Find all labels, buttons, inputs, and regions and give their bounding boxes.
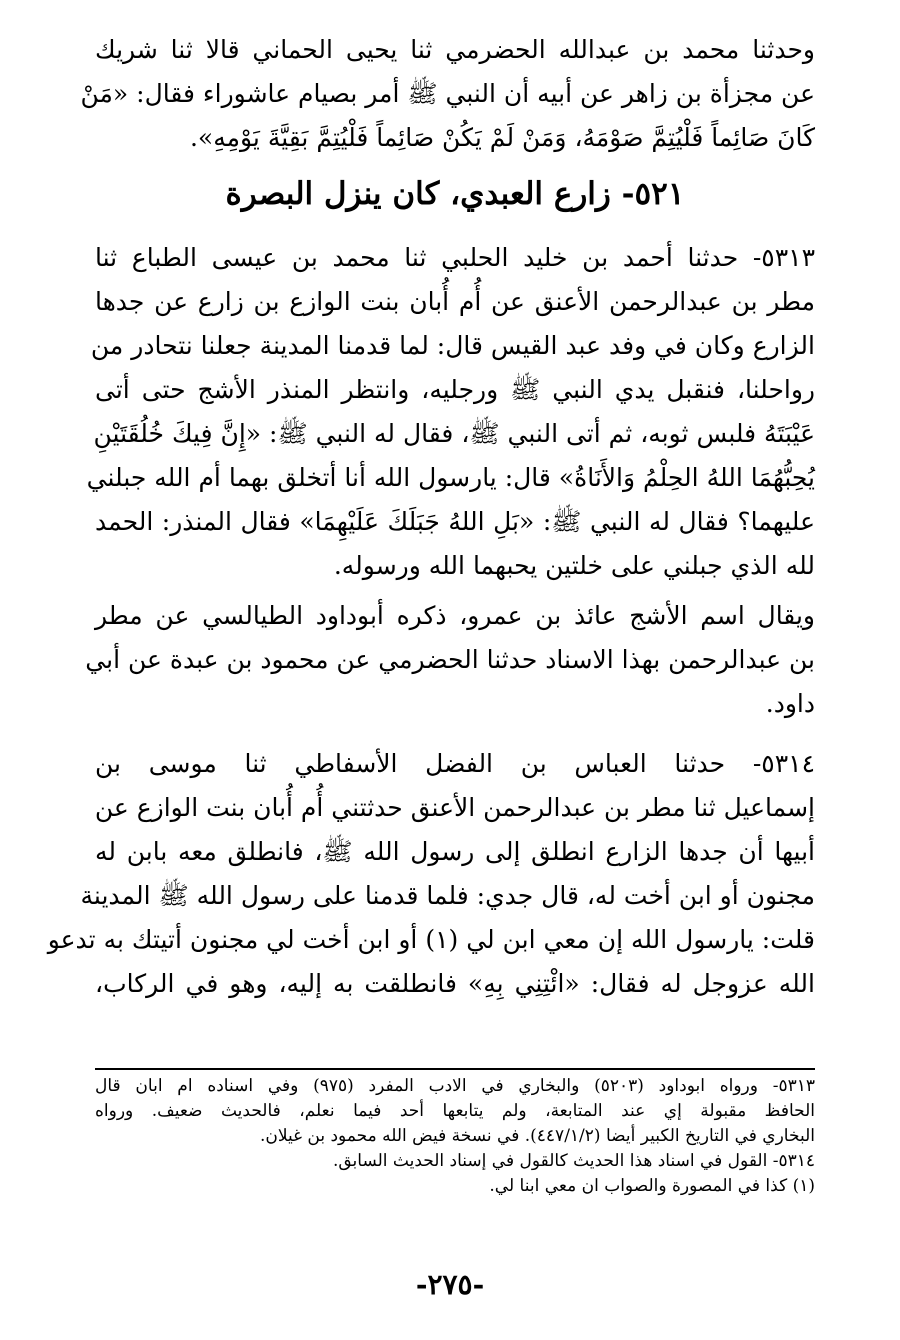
- footnote-line: الحافظ مقبولة إي عند المتابعة، ولم يتابعها أحد فيما نعلم، فالحديث ضعيف. ورواه: [95, 1101, 815, 1121]
- text-line: عن مجزأة بن زاهر عن أبيه أن النبي ﷺ أمر بصيام عاشوراء فقال: «مَنْ: [80, 79, 815, 108]
- text-line: قلت: يارسول الله إن معي ابن لي (١) أو ابن أخت لي مجنون أتيتك به تدعو: [47, 925, 815, 954]
- text-line: عَيْبَتَهُ فلبس ثوبه، ثم أتى النبي ﷺ، فقال له النبي ﷺ: «إِنَّ فِيكَ خُلُقَتَيْنِ: [93, 419, 815, 448]
- text-line: لله الذي جبلني على خلتين يحبهما الله ورسوله.: [333, 551, 815, 580]
- text-line: الله عزوجل له فقال: «ائْتِنِي بِهِ» فانطلقت به إليه، وهو في الركاب،: [95, 969, 815, 998]
- text-line: مجنون أو ابن أخت له، قال جدي: فلما قدمنا على رسول الله ﷺ المدينة: [80, 881, 815, 910]
- text-line: الزارع وكان في وفد عبد القيس قال: لما قدمنا المدينة جعلنا نتحادر من: [90, 331, 815, 360]
- text-line: أبيها أن جدها الزارع انطلق إلى رسول الله ﷺ، فانطلق معه بابن له: [95, 837, 815, 866]
- footnote-divider: [95, 1068, 815, 1070]
- footnote-line: ٥٣١٣- ورواه ابوداود (٥٢٠٣) والبخاري في الادب المفرد (٩٧٥) وفي اسناده ام ابان قال: [95, 1076, 815, 1096]
- text-line: كَانَ صَائِماً فَلْيُتِمَّ صَوْمَهُ، وَمَنْ لَمْ يَكُنْ صَائِماً فَلْيُتِمَّ بَقِيَّةَ يَوْمِهِ».: [189, 123, 815, 152]
- text-line: ويقال اسم الأشج عائذ بن عمرو، ذكره أبوداود الطيالسي عن مطر: [95, 601, 815, 630]
- text-line: رواحلنا، فنقبل يدي النبي ﷺ ورجليه، وانتظر المنذر الأشج حتى أتى: [95, 375, 815, 404]
- text-line: داود.: [765, 689, 815, 718]
- footnote-line: (١) كذا في المصورة والصواب ان معي ابنا لي.: [489, 1176, 815, 1196]
- page-number: -٢٧٥-: [415, 1268, 485, 1301]
- section-heading: ٥٢١- زارع العبدي، كان ينزل البصرة: [225, 176, 685, 212]
- note-5313: [85, 594, 815, 726]
- text-line: عليهما؟ فقال له النبي ﷺ: «بَلِ اللهُ جَبَلَكَ عَلَيْهِمَا» فقال المنذر: الحمد: [95, 507, 815, 536]
- footnote-line: ٥٣١٤- القول في اسناد هذا الحديث كالقول في إسناد الحديث السابق.: [332, 1151, 815, 1171]
- footnotes: [95, 1074, 815, 1199]
- hadith-5314: [47, 742, 815, 1006]
- text-line: بن عبدالرحمن بهذا الاسناد حدثنا الحضرمي عن محمود بن عبدة عن أبي: [85, 645, 815, 674]
- text-line: إسماعيل ثنا مطر بن عبدالرحمن الأعنق حدثتني أُم أُبان بنت الوازع عن: [94, 793, 815, 822]
- text-line: ٥٣١٣- حدثنا أحمد بن خليد الحلبي ثنا محمد بن عيسى الطباع ثنا: [95, 243, 815, 272]
- main-text: [47, 28, 815, 1012]
- text-line: يُحِبُّهُمَا اللهُ الحِلْمُ وَالأَنَاةُ» قال: يارسول الله أنا أتخلق بهما أم الله جبلني: [86, 463, 815, 492]
- text-line: مطر بن عبدالرحمن الأعنق عن أُم أُبان بنت الوازع بن زارع عن جدها: [95, 287, 815, 316]
- hadith-5313: [86, 236, 815, 588]
- footnote-line: البخاري في التاريخ الكبير أيضا (٤٤٧/١/٢). في نسخة فيض الله محمود بن غيلان.: [259, 1126, 815, 1146]
- intro-paragraph: [80, 28, 815, 160]
- spacer: [95, 732, 815, 742]
- text-line: وحدثنا محمد بن عبدالله الحضرمي ثنا يحيى الحماني قالا ثنا شريك: [95, 35, 815, 64]
- text-line: ٥٣١٤- حدثنا العباس بن الفضل الأسفاطي ثنا موسى بن: [95, 749, 815, 778]
